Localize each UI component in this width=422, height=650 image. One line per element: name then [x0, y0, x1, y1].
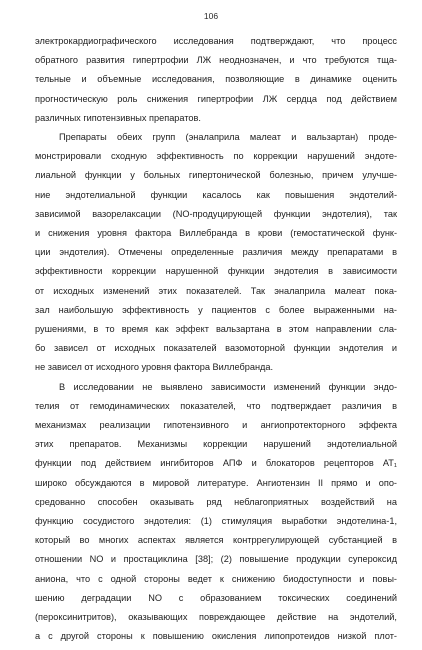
- text-line: который во многих аспектах является контррегулирующей субстанцией в: [35, 535, 397, 546]
- text-line: функцию сосудистого эндотелия: (1) стимуляция выработки эндотелина-1,: [35, 516, 397, 526]
- text-line: аниона, что с одной стороны ведет к снижению биодоступности и повы-: [35, 573, 397, 584]
- page-number: 106: [203, 11, 219, 21]
- text-line: (пероксинитритов), оказывающих повреждающее действие на эндотелий,: [35, 612, 397, 622]
- text-line: ции эндотелия). Отмечены определенные различия между препаратами в: [35, 247, 397, 258]
- text-line: отношении NO и простациклина [38]; (2) повышение продукции супероксид: [35, 554, 397, 565]
- text-line: электрокардиографического исследования подтверждают, что процесс: [35, 36, 397, 46]
- text-line: монстрировали сходную эффективность по коррекции нарушений эндоте-: [35, 151, 397, 162]
- text-line: бо зависел от исходных показателей вазомоторной функции эндотелия и: [35, 343, 397, 354]
- text-line: а с другой стороны к повышению окисления липопротеидов низкой плот-: [35, 631, 397, 642]
- text-line: широко обсуждаются в мировой литературе. Ангиотензин II прямо и опо-: [35, 477, 397, 488]
- text-line: прогностическую роль снижения гипертрофии ЛЖ сердца под действием: [35, 93, 397, 104]
- text-line: В исследовании не выявлено зависимости изменений функции эндо-: [59, 381, 397, 392]
- text-line: зависимой вазорелаксации (NO-продуцирующей функции эндотелия), так: [35, 208, 397, 219]
- text-line: тельные и объемные исследования, позволяющие в динамике оценить: [35, 74, 397, 85]
- text-line: зал наибольшую эффективность у пациентов с более выраженными на-: [35, 304, 397, 315]
- text-line: функции под действием ингибиторов АПФ и блокаторов рецепторов АТ₁: [35, 458, 397, 469]
- text-line: рушениями, в то время как эффект вальзартана в этом направлении сла-: [35, 324, 397, 334]
- text-line: этих препаратов. Механизмы коррекции нарушений эндотелиальной: [35, 439, 397, 450]
- text-line: телия от гемодинамических показателей, что подтверждает различия в: [35, 400, 397, 411]
- text-line: ние эндотелиальной функции касалось как повышения эндотелий-: [35, 189, 397, 200]
- text-line: лиальной функции у больных гипертонической болезнью, причем улучше-: [35, 170, 397, 181]
- text-line: не зависел от исходного уровня фактора Виллебранда.: [35, 362, 274, 373]
- text-line: шению деградации NO с образованием токсических соединений: [35, 592, 397, 603]
- text-line: от исходных изменений этих показателей. Так эналаприла малеат пока-: [35, 285, 397, 296]
- text-line: эффективности коррекции нарушенной функции эндотелия в зависимости: [35, 266, 397, 277]
- text-line: средованно способен оказывать ряд неблагоприятных воздействий на: [35, 496, 397, 507]
- text-line: Препараты обеих групп (эналаприла малеат и вальзартан) проде-: [59, 132, 397, 142]
- text-line: различных гипотензивных препаратов.: [35, 112, 201, 123]
- text-line: и снижения уровня фактора Виллебранда в крови (гемостатической функ-: [35, 228, 397, 238]
- text-line: механизмах реализации гипотензивного и ангиопротекторного эффекта: [35, 420, 397, 430]
- text-line: обратного развития гипертрофии ЛЖ неоднозначен, и что требуются тща-: [35, 55, 397, 66]
